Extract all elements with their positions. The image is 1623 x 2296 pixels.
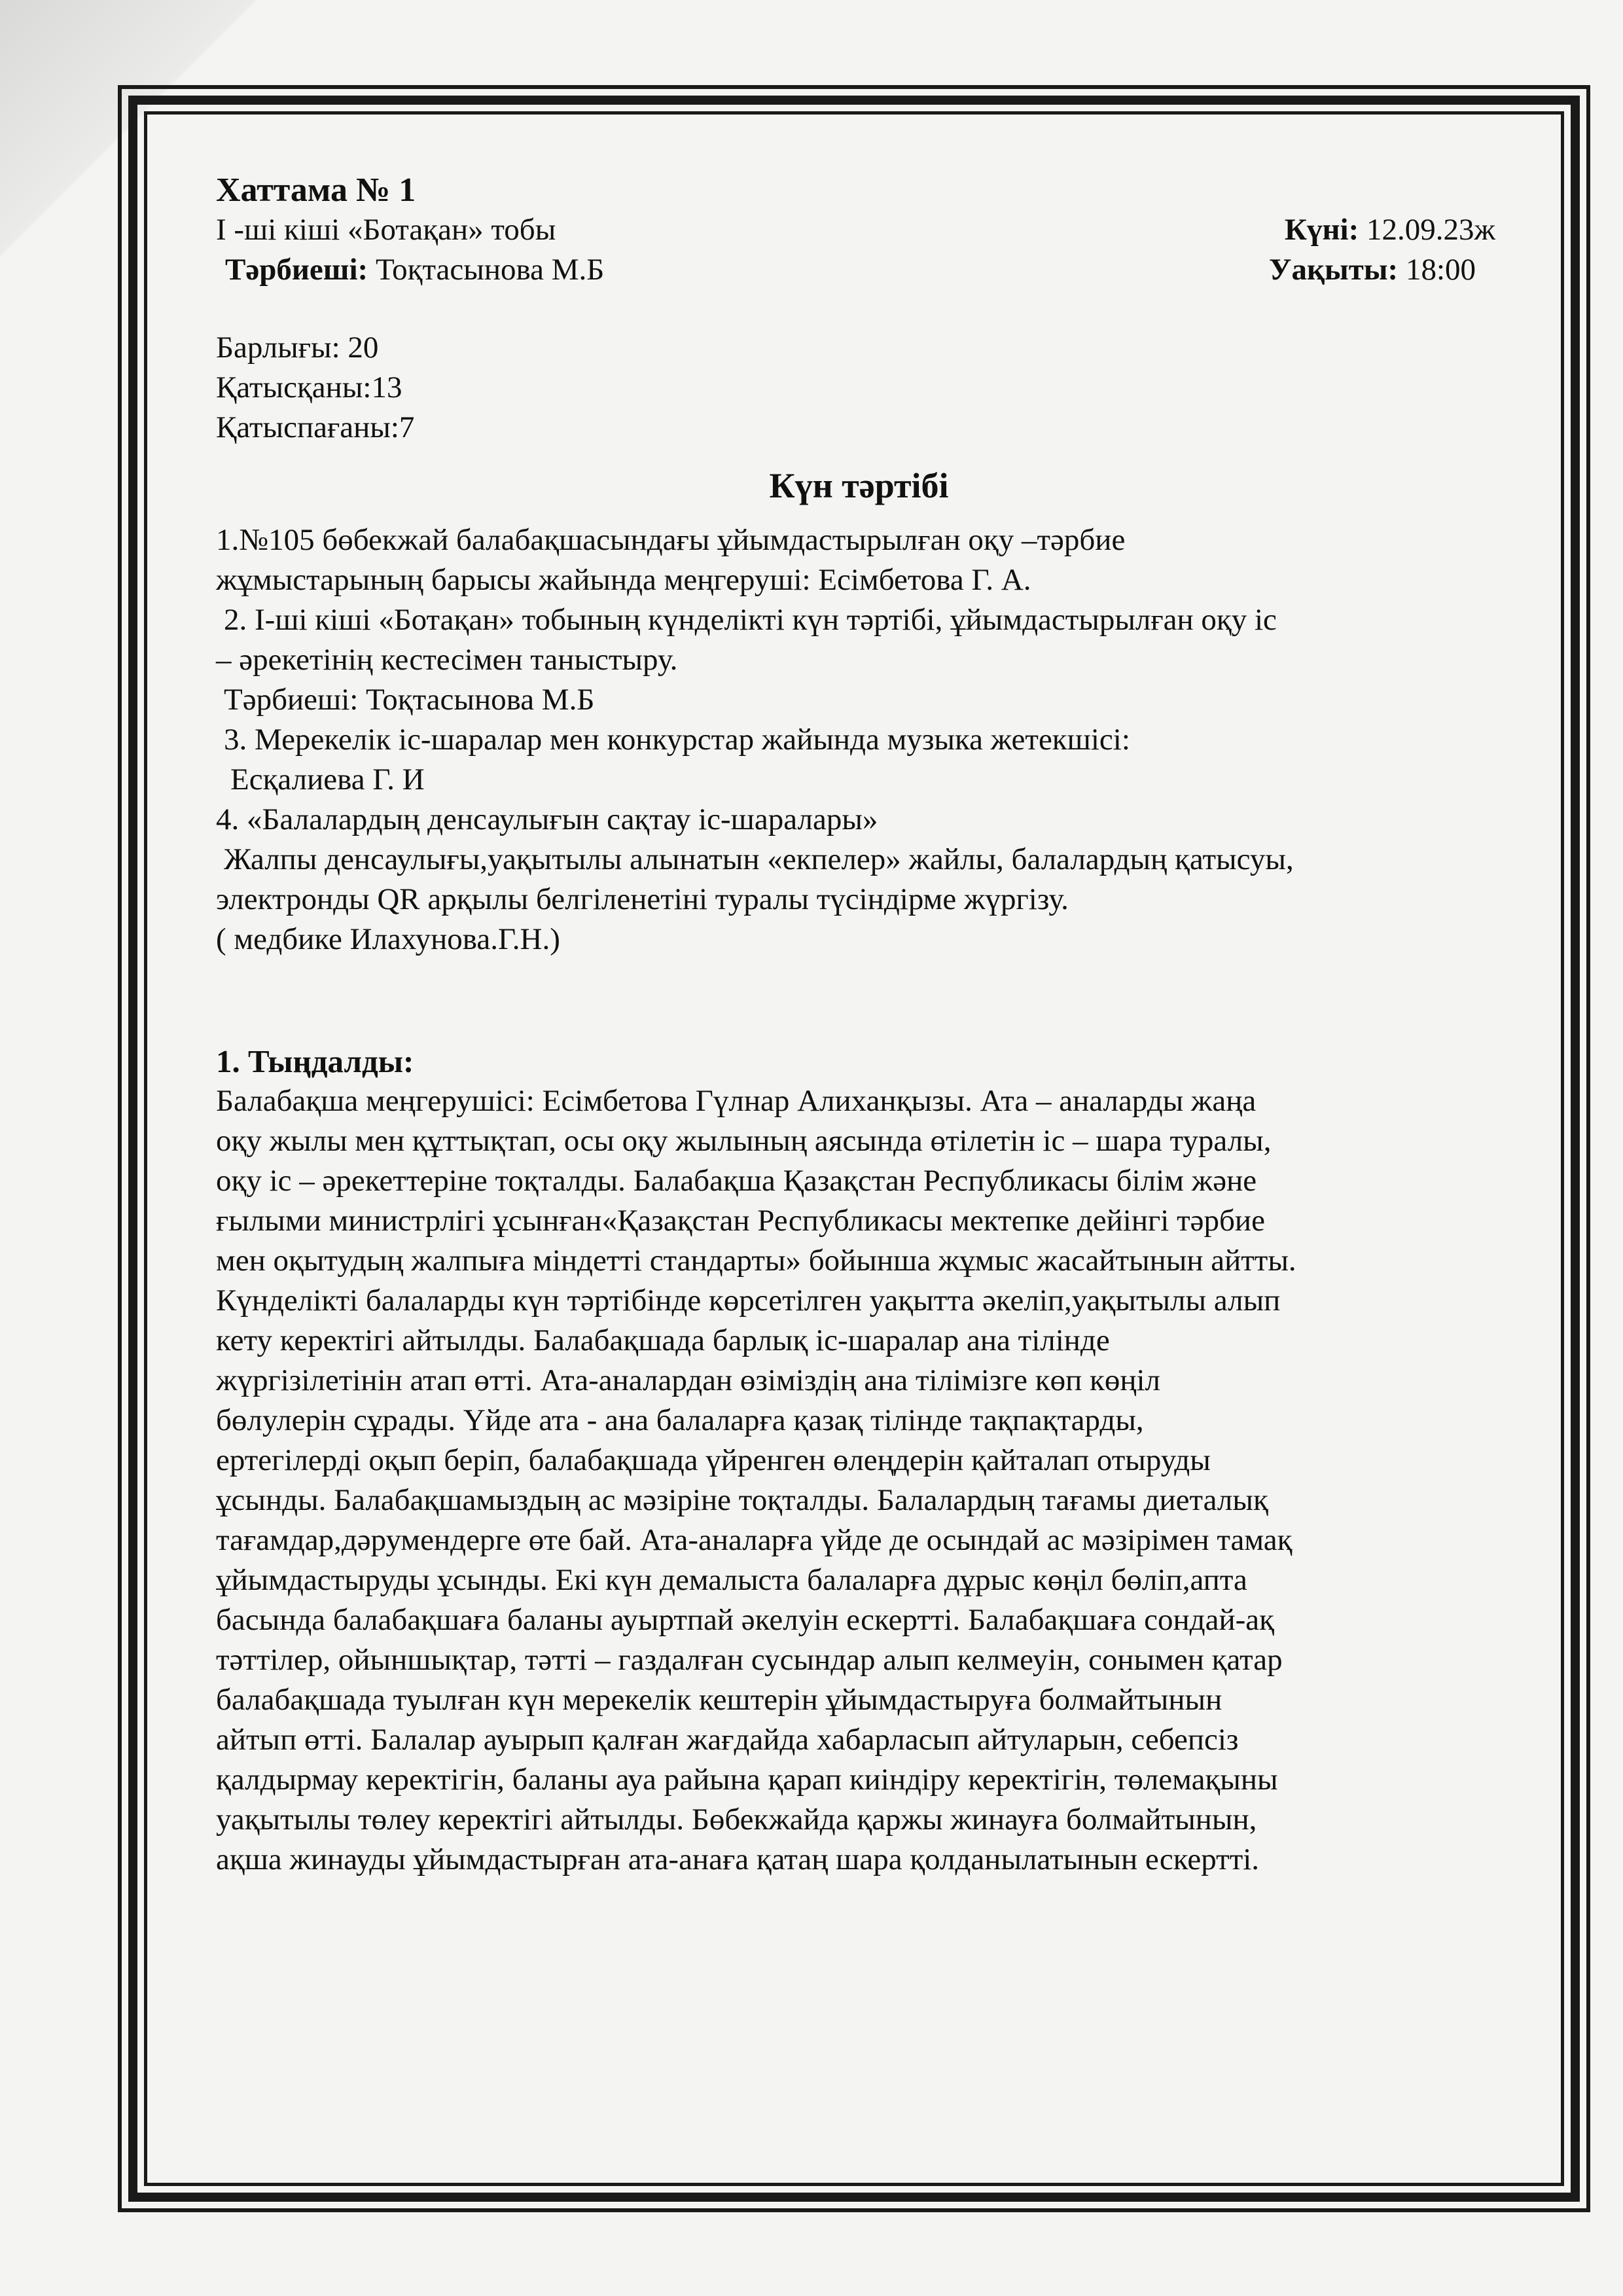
time-label: Уақыты: xyxy=(1268,253,1399,287)
agenda-list xyxy=(216,520,1502,960)
body-line: Күнделікті балаларды күн тәртібінде көрсетілген уақытта әкеліп,уақытылы алып xyxy=(216,1283,1281,1318)
agenda-line: Есқалиева Г. И xyxy=(230,762,425,797)
agenda-line: жұмыстарының барысы жайында меңгеруші: Есімбетова Г. А. xyxy=(216,563,1031,597)
agenda-line: Жалпы денсаулығы,уақытылы алынатын «екпелер» жайлы, балалардың қатысуы, xyxy=(224,842,1294,876)
body-line: бөлулерін сұрады. Үйде ата - ана балаларға қазақ тілінде тақпақтарды, xyxy=(216,1403,1144,1437)
agenda-line: 3. Мерекелік іс-шаралар мен конкурстар жайында музыка жетекшісі: xyxy=(224,723,1130,757)
teacher-field xyxy=(225,250,604,290)
body-line: Балабақша меңгерушісі: Есімбетова Гүлнар Алиханқызы. Ата – аналарды жаңа xyxy=(216,1084,1257,1118)
protocol-title: Хаттама № 1 xyxy=(216,171,416,209)
body-line: ертегілерді оқып беріп, балабақшада үйренген өлеңдерін қайталап отыруды xyxy=(216,1443,1211,1477)
body-line: ұсынды. Балабақшамыздың ас мәзіріне тоқталды. Балалардың тағамы диеталық xyxy=(216,1483,1268,1517)
date-label: Күні: xyxy=(1284,213,1359,247)
group-date-row xyxy=(216,210,1502,250)
document-border-mid xyxy=(128,96,1580,2202)
body-line: балабақшада туылған күн мерекелік кештерін ұйымдастыруға болмайтынын xyxy=(216,1683,1222,1717)
agenda-line: Тәрбиеші: Тоқтасынова М.Б xyxy=(224,683,595,717)
spacer xyxy=(216,290,1502,328)
group-name: І -ші кіші «Ботақан» тобы xyxy=(216,213,556,247)
document-border-inner xyxy=(144,111,1564,2186)
agenda-line: 4. «Балалардың денсаулығын сақтау іс-шаралары» xyxy=(216,802,878,836)
body-line: тәттілер, ойыншықтар, тәтті – газдалған сусындар алып келмеуін, сонымен қатар xyxy=(216,1643,1283,1677)
body-line: оқу жылы мен құттықтап, осы оқу жылының аясында өтілетін іс – шара туралы, xyxy=(216,1124,1272,1158)
attendance-absent: Қатыспағаны:7 xyxy=(216,410,415,444)
body-line: жүргізілетінін атап өтті. Ата-аналардан өзіміздің ана тілімізге көп көңіл xyxy=(216,1363,1161,1397)
teacher-label: Тәрбиеші: xyxy=(225,253,368,287)
body-line: ғылыми министрлігі ұсынған«Қазақстан Республикасы мектепке дейінгі тәрбие xyxy=(216,1204,1265,1238)
time-field xyxy=(1269,250,1502,290)
date-value: 12.09.23ж xyxy=(1359,213,1495,247)
agenda-heading: Күн тәртібі xyxy=(769,466,949,505)
body-line: уақытылы төлеу керектігі айтылды. Бөбекжайда қаржы жинауға болмайтынын, xyxy=(216,1803,1257,1837)
document-content xyxy=(216,170,1502,1880)
body-line: тағамдар,дәрумендерге өте бай. Ата-аналарға үйде де осындай ас мәзірімен тамақ xyxy=(216,1523,1293,1557)
teacher-value: Тоқтасынова М.Б xyxy=(368,253,605,287)
teacher-time-row xyxy=(216,250,1502,290)
document-border-frame xyxy=(118,85,1590,2212)
spacer xyxy=(216,960,1502,1041)
agenda-line: – әрекетінің кестесімен таныстыру. xyxy=(216,643,678,677)
agenda-line: 2. І-ші кіші «Ботақан» тобының күнделікті күн тәртібі, ұйымдастырылған оқу іс xyxy=(224,603,1277,637)
body-line: мен оқытудың жалпыға міндетті стандарты» бойынша жұмыс жасайтынын айтты. xyxy=(216,1244,1296,1278)
agenda-line: электронды QR арқылы белгіленетіні туралы түсіндірме жүргізу. xyxy=(216,882,1069,916)
agenda-line: 1.№105 бөбекжай балабақшасындағы ұйымдастырылған оқу –тәрбие xyxy=(216,523,1126,557)
body-line: оқу іс – әрекеттеріне тоқталды. Балабақша Қазақстан Республикасы білім және xyxy=(216,1164,1257,1198)
section-body xyxy=(216,1081,1502,1880)
attendance-present: Қатысқаны:13 xyxy=(216,370,402,404)
body-line: ұйымдастыруды ұсынды. Екі күн демалыста балаларға дұрыс көңіл бөліп,апта xyxy=(216,1563,1247,1597)
attendance-total: Барлығы: 20 xyxy=(216,331,379,365)
time-value: 18:00 xyxy=(1398,253,1476,287)
body-line: басында балабақшаға баланы ауыртпай әкелуін ескертті. Балабақшаға сондай-ақ xyxy=(216,1603,1274,1637)
body-line: қалдырмау керектігін, баланы ауа райына қарап киіндіру керектігін, төлемақыны xyxy=(216,1763,1278,1797)
body-line: ақша жинауды ұйымдастырған ата-анаға қатаң шара қолданылатынын ескертті. xyxy=(216,1842,1260,1876)
body-line: айтып өтті. Балалар ауырып қалған жағдайда хабарласып айтуларын, себепсіз xyxy=(216,1723,1239,1757)
date-field xyxy=(1285,210,1502,250)
body-line: кету керектігі айтылды. Балабақшада барлық іс-шаралар ана тілінде xyxy=(216,1323,1110,1357)
section-heading: 1. Тыңдалды: xyxy=(216,1043,414,1079)
agenda-line: ( медбике Илахунова.Г.Н.) xyxy=(216,922,560,956)
